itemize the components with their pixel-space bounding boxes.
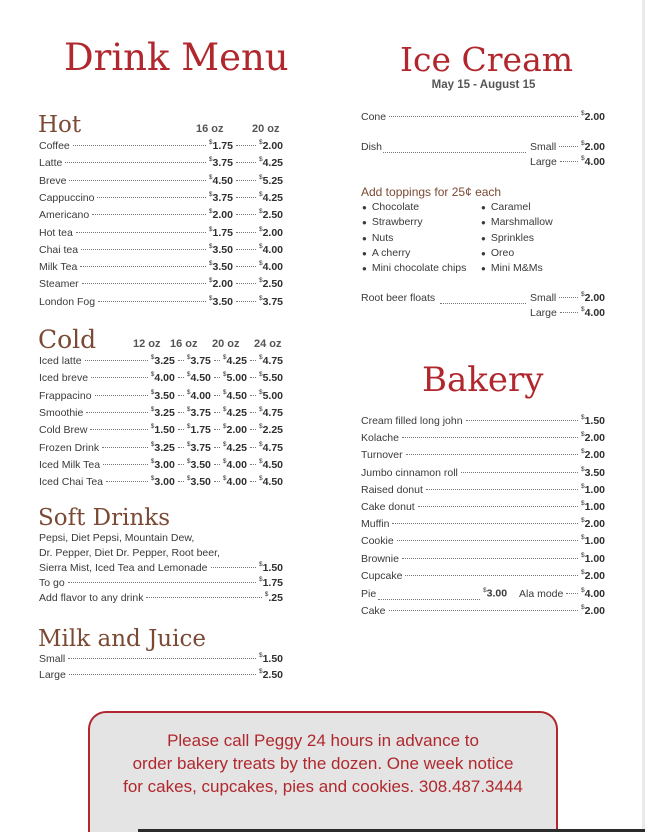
drink-menu-title: Drink Menu — [64, 36, 289, 79]
bakery-item-price: $2.00 — [580, 517, 605, 531]
bakery-item-row — [361, 449, 605, 463]
hot-item-price-20: $2.50 — [258, 208, 283, 222]
topping-item: ● Mini chocolate chips — [362, 262, 467, 275]
cold-item-price-0: $3.25 — [150, 354, 175, 367]
soft-drink-item-row — [39, 562, 283, 576]
milk-juice-item-name: Large — [39, 668, 66, 681]
hot-item-name: Milk Tea — [39, 261, 78, 274]
ice-cone-row — [361, 111, 605, 125]
milk-juice-title: Milk and Juice — [38, 626, 206, 652]
bakery-item-name: Cake donut — [361, 501, 415, 513]
bakery-item-name: Raised donut — [361, 483, 423, 496]
hot-item-row — [39, 175, 283, 189]
hot-item-price-20: $5.25 — [258, 173, 283, 187]
bakery-item-row — [361, 501, 605, 515]
bakery-item-row — [361, 415, 605, 429]
topping-item: ● Strawberry — [362, 216, 423, 229]
hot-item-price-16: $3.50 — [208, 242, 233, 256]
bakery-item-name: Turnover — [361, 449, 403, 462]
hot-item-price-16: $2.00 — [208, 208, 233, 222]
ice-dish-small-label: Small — [530, 141, 557, 153]
cold-item-price-2: $4.25 — [222, 440, 247, 454]
hot-item-row — [39, 140, 283, 154]
milk-juice-item-price: $1.50 — [258, 652, 283, 665]
hot-section-title: Hot — [38, 112, 82, 138]
cold-item-price-2: $2.00 — [222, 423, 247, 437]
cold-item-price-3: $4.75 — [258, 440, 283, 454]
soft-drink-item-row — [39, 592, 283, 606]
bakery-ala-row — [519, 588, 605, 602]
bakery-item-name: Jumbo cinnamon roll — [361, 466, 458, 479]
soft-drink-item-name: Sierra Mist, Iced Tea and Lemonade — [39, 562, 208, 574]
cold-item-name: Frappacino — [39, 389, 92, 402]
cold-item-price-2: $4.25 — [222, 405, 247, 419]
hot-size-20: 20 oz — [252, 123, 280, 135]
cold-item-row — [39, 372, 283, 386]
hot-size-16: 16 oz — [196, 123, 224, 135]
topping-item: ● Sprinkles — [481, 231, 535, 244]
cold-size-24: 24 oz — [254, 338, 282, 350]
bullet-icon: ● — [362, 203, 367, 212]
cold-item-row — [39, 442, 283, 456]
soft-drinks-line-2: Dr. Pepper, Diet Dr. Pepper, Root beer, — [39, 547, 220, 559]
topping-item: ● Caramel — [481, 201, 531, 213]
cold-item-price-1: $3.50 — [186, 457, 211, 471]
cold-item-price-3: $4.75 — [258, 405, 283, 419]
bakery-item-price: $3.50 — [580, 465, 605, 479]
ice-cream-title: Ice Cream — [400, 40, 574, 79]
hot-item-price-16: $3.75 — [208, 156, 233, 170]
cold-item-row — [39, 390, 283, 404]
cold-item-price-1: $3.75 — [186, 440, 211, 454]
bullet-icon: ● — [362, 218, 367, 228]
ice-dish-large-row — [530, 156, 605, 170]
soft-drink-item-row — [39, 577, 283, 591]
soft-drink-item-price: $.25 — [264, 591, 283, 604]
milk-juice-item-name: Small — [39, 653, 66, 665]
advance-notice-text — [90, 729, 556, 798]
soft-drinks-line-1: Pepsi, Diet Pepsi, Mountain Dew, — [39, 532, 195, 544]
hot-item-price-16: $2.00 — [208, 277, 233, 291]
bakery-pie-label: Pie — [361, 588, 377, 600]
hot-item-price-20: $3.75 — [258, 294, 283, 308]
hot-item-price-20: $4.25 — [258, 156, 283, 170]
cold-item-price-0: $3.00 — [150, 457, 175, 471]
bakery-title: Bakery — [422, 360, 544, 400]
bakery-item-row — [361, 518, 605, 532]
topping-item: ● Nuts — [362, 231, 394, 244]
cold-item-price-0: $1.50 — [150, 423, 175, 437]
hot-item-row — [39, 157, 283, 171]
notice-line-3: for cakes, cupcakes, pies and cookies. 308.487.3444 — [123, 777, 523, 796]
toppings-title: Add toppings for 25¢ each — [361, 185, 502, 199]
floats-label: Root beer floats — [361, 292, 436, 304]
bakery-ala-price: $4.00 — [580, 587, 605, 600]
soft-drink-item-name: To go — [39, 577, 65, 589]
bakery-item-price: $2.00 — [580, 448, 605, 462]
topping-item: ● A cherry — [362, 246, 411, 259]
bakery-item-row — [361, 570, 605, 584]
bakery-item-row — [361, 467, 605, 481]
milk-juice-item-price: $2.50 — [258, 667, 283, 681]
cold-size-16: 16 oz — [170, 338, 198, 350]
soft-drinks-title: Soft Drinks — [38, 505, 171, 531]
cold-item-price-2: $4.00 — [222, 457, 247, 471]
cold-item-name: Iced breve — [39, 372, 89, 385]
notice-line-2: order bakery treats by the dozen. One week notice — [132, 754, 514, 773]
cold-item-price-1: $3.75 — [186, 354, 211, 367]
bakery-pie-price: $3.00 — [483, 587, 508, 600]
soft-drink-item-price: $1.75 — [258, 576, 283, 589]
hot-item-row — [39, 278, 283, 292]
bakery-ala-label: Ala mode — [519, 588, 564, 600]
bakery-item-price: $2.00 — [580, 568, 605, 582]
bakery-item-name: Cream filled long john — [361, 415, 463, 427]
hot-item-price-16: $4.50 — [208, 173, 233, 187]
cold-item-name: Frozen Drink — [39, 441, 100, 454]
bullet-icon: ● — [362, 233, 367, 243]
cold-item-price-2: $4.25 — [222, 354, 247, 367]
milk-juice-item-row — [39, 653, 283, 667]
hot-item-row — [39, 192, 283, 206]
ice-cream-dates: May 15 - August 15 — [431, 79, 536, 91]
ice-cone-label: Cone — [361, 111, 387, 123]
hot-item-name: Breve — [39, 174, 67, 187]
ice-dish-small-row — [530, 141, 605, 155]
hot-item-name: Latte — [39, 157, 63, 170]
topping-item: ● Mini M&Ms — [481, 262, 543, 275]
bakery-item-price: $1.00 — [580, 534, 605, 548]
cold-item-row — [39, 407, 283, 421]
cold-item-row — [39, 355, 283, 369]
milk-juice-item-row — [39, 669, 283, 683]
hot-item-price-20: $4.00 — [258, 260, 283, 274]
bullet-icon: ● — [481, 233, 486, 243]
cold-item-price-0: $3.25 — [150, 440, 175, 454]
hot-item-price-20: $4.00 — [258, 242, 283, 256]
bakery-item-row — [361, 484, 605, 498]
hot-item-row — [39, 244, 283, 258]
hot-item-price-20: $2.50 — [258, 277, 283, 291]
hot-item-name: London Fog — [39, 295, 96, 308]
cold-item-row — [39, 476, 283, 490]
floats-large-row — [530, 307, 605, 321]
cold-item-price-2: $4.00 — [222, 475, 247, 489]
ice-dish-label: Dish — [361, 141, 383, 153]
bakery-item-row — [361, 432, 605, 446]
hot-item-price-16: $3.50 — [208, 294, 233, 308]
soft-drink-item-price: $1.50 — [258, 561, 283, 574]
cold-section-title: Cold — [38, 325, 97, 354]
bakery-item-name: Cookie — [361, 535, 394, 548]
floats-large-price: $4.00 — [580, 306, 605, 319]
bakery-item-name: Brownie — [361, 552, 399, 565]
cold-item-name: Iced Milk Tea — [39, 458, 101, 471]
cold-item-name: Cold Brew — [39, 424, 88, 437]
cold-item-price-3: $5.00 — [258, 388, 283, 402]
cold-item-price-3: $4.50 — [258, 457, 283, 471]
cold-size-20: 20 oz — [212, 338, 240, 350]
bakery-cake-label: Cake — [361, 605, 386, 617]
bullet-icon: ● — [481, 203, 486, 212]
hot-item-name: Coffee — [39, 140, 70, 152]
cold-size-12: 12 oz — [133, 338, 161, 350]
hot-item-price-20: $2.00 — [258, 225, 283, 239]
floats-small-price: $2.00 — [580, 291, 605, 304]
hot-item-row — [39, 209, 283, 223]
cold-item-price-3: $5.50 — [258, 371, 283, 385]
cold-item-price-1: $3.50 — [186, 475, 211, 489]
floats-small-label: Small — [530, 292, 557, 304]
bakery-item-name: Kolache — [361, 432, 399, 445]
hot-item-price-16: $3.75 — [208, 190, 233, 204]
cold-item-price-3: $4.50 — [258, 475, 283, 489]
bakery-item-price: $1.50 — [580, 414, 605, 427]
cold-item-row — [39, 459, 283, 473]
cold-item-price-3: $4.75 — [258, 354, 283, 367]
bakery-item-price: $1.00 — [580, 500, 605, 513]
cold-item-name: Iced latte — [39, 355, 82, 367]
hot-item-price-20: $2.00 — [258, 139, 283, 152]
cold-item-price-1: $4.50 — [186, 371, 211, 385]
topping-item: ● Chocolate — [362, 201, 420, 213]
floats-small-row — [530, 292, 605, 306]
soft-drink-item-name: Add flavor to any drink — [39, 592, 144, 604]
ice-dish-large-price: $4.00 — [580, 155, 605, 168]
topping-item: ● Marshmallow — [481, 216, 553, 229]
cold-item-price-0: $3.00 — [150, 475, 175, 489]
hot-item-name: Steamer — [39, 278, 79, 291]
bullet-icon: ● — [362, 264, 367, 274]
cold-item-price-1: $3.75 — [186, 405, 211, 419]
cold-item-price-2: $4.50 — [222, 388, 247, 402]
hot-item-price-16: $1.75 — [208, 225, 233, 239]
bakery-item-row — [361, 553, 605, 567]
bakery-item-price: $1.00 — [580, 482, 605, 496]
topping-item: ● Oreo — [481, 246, 515, 259]
hot-item-price-20: $4.25 — [258, 190, 283, 204]
bakery-item-name: Muffin — [361, 518, 390, 531]
cold-item-price-3: $2.25 — [258, 423, 283, 437]
bakery-cake-row — [361, 605, 605, 619]
hot-item-row — [39, 261, 283, 275]
bakery-item-row — [361, 535, 605, 549]
cold-item-price-2: $5.00 — [222, 371, 247, 385]
ice-dish-small-price: $2.00 — [580, 140, 605, 153]
cold-item-row — [39, 424, 283, 438]
notice-line-1: Please call Peggy 24 hours in advance to — [167, 731, 479, 750]
bullet-icon: ● — [481, 248, 486, 258]
hot-item-row — [39, 227, 283, 241]
bakery-item-name: Cupcake — [361, 569, 403, 582]
hot-item-name: Chai tea — [39, 243, 79, 256]
hot-item-price-16: $1.75 — [208, 139, 233, 152]
advance-notice-box — [88, 711, 558, 832]
bullet-icon: ● — [481, 264, 486, 274]
floats-large-label: Large — [530, 307, 557, 319]
ice-cone-price: $2.00 — [580, 110, 605, 123]
hot-item-name: Hot tea — [39, 226, 73, 239]
cold-item-price-1: $1.75 — [186, 423, 211, 437]
bakery-item-price: $1.00 — [580, 551, 605, 565]
bullet-icon: ● — [362, 248, 367, 258]
cold-item-price-0: $3.50 — [150, 388, 175, 402]
cold-item-name: Iced Chai Tea — [39, 476, 104, 489]
ice-dish-large-label: Large — [530, 156, 557, 168]
bakery-cake-price: $2.00 — [580, 604, 605, 617]
hot-item-name: Americano — [39, 209, 90, 222]
cold-item-name: Smoothie — [39, 406, 84, 419]
bullet-icon: ● — [481, 218, 486, 228]
hot-item-name: Cappuccino — [39, 191, 95, 204]
cold-item-price-0: $4.00 — [150, 371, 175, 385]
hot-item-row — [39, 296, 283, 310]
hot-item-price-16: $3.50 — [208, 260, 233, 274]
cold-item-price-0: $3.25 — [150, 405, 175, 419]
bakery-item-price: $2.00 — [580, 431, 605, 445]
cold-item-price-1: $4.00 — [186, 388, 211, 402]
